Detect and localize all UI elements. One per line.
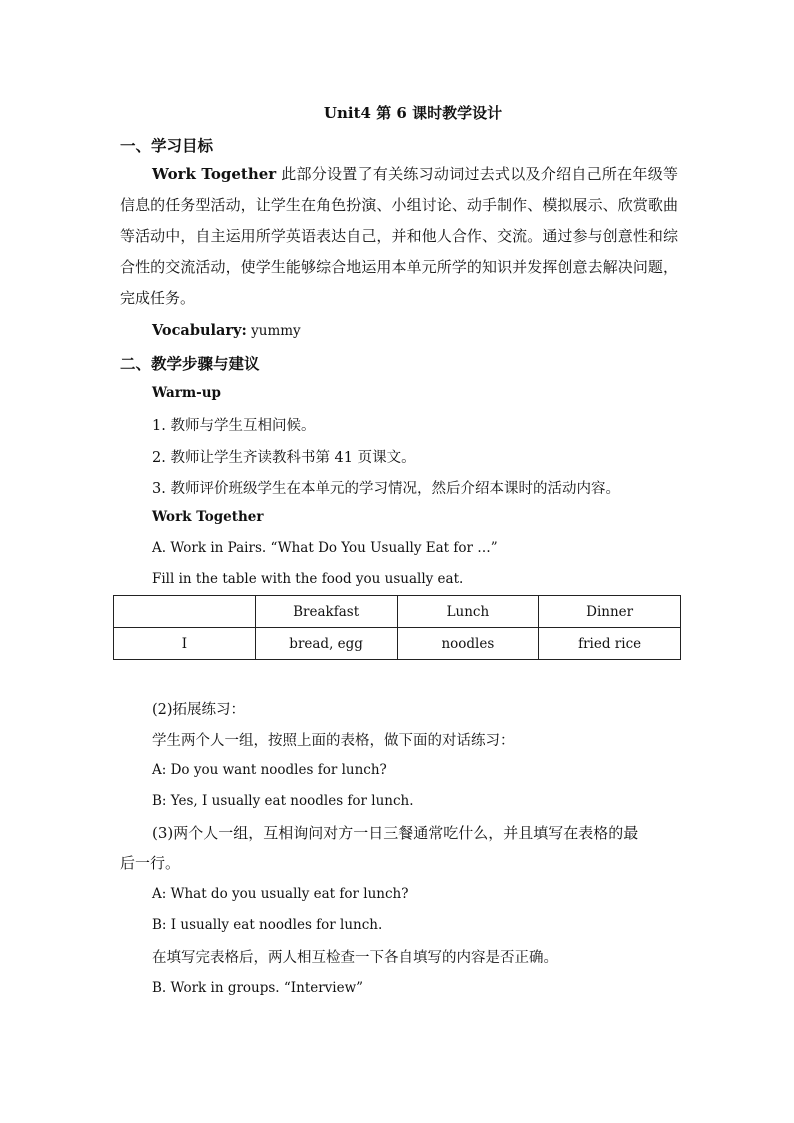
task-a: A. Work in Pairs. “What Do You Usually Eat for …” xyxy=(152,540,498,556)
warmup-step-3: 3. 教师评价班级学生在本单元的学习情况，然后介绍本课时的活动内容。 xyxy=(152,481,620,497)
table-header-cell: Lunch xyxy=(397,596,539,628)
objectives-paragraph xyxy=(120,159,678,314)
vocabulary-line xyxy=(152,322,301,339)
warmup-step-1: 1. 教师与学生互相问候。 xyxy=(152,418,316,434)
task-a-instruction: Fill in the table with the food you usually eat. xyxy=(152,571,464,587)
table-cell: I xyxy=(114,628,256,660)
document-title: Unit4 第 6 课时教学设计 xyxy=(323,104,503,122)
intro-lead: Work Together xyxy=(152,165,277,183)
task-b: B. Work in groups. “Interview” xyxy=(152,980,364,996)
table-cell: bread, egg xyxy=(255,628,397,660)
table-header-row xyxy=(114,596,681,628)
vocab-value: yummy xyxy=(246,323,301,339)
intro-text: 此部分设置了有关练习动词过去式以及介绍自己所在年级等信息的任务型活动，让学生在角色扮演、小组讨论、动手制作、模拟展示、欣赏歌曲等活动中，自主运用所学英语表达自己，并和他人合作、交流。通过参与创意性和综合性的交流活动，使学生能够综合地运用本单元所学的知识并发挥创意去解决问题，完成任务。 xyxy=(120,165,678,307)
table-header-cell: Dinner xyxy=(539,596,681,628)
dialog1-a: A: Do you want noodles for lunch? xyxy=(152,762,387,778)
food-table xyxy=(113,595,681,660)
step3-continuation: 后一行。 xyxy=(120,854,181,872)
dialog2-b: B: I usually eat noodles for lunch. xyxy=(152,917,383,933)
dialog1-b: B: Yes, I usually eat noodles for lunch. xyxy=(152,793,414,809)
check-text: 在填写完表格后，两人相互检查一下各自填写的内容是否正确。 xyxy=(152,950,558,966)
warmup-step-2: 2. 教师让学生齐读教科书第 41 页课文。 xyxy=(152,450,416,466)
work-together-heading: Work Together xyxy=(152,509,264,525)
table-cell: fried rice xyxy=(539,628,681,660)
vocab-label: Vocabulary: xyxy=(152,322,247,339)
extension-heading: (2)拓展练习： xyxy=(152,702,246,718)
dialog2-a: A: What do you usually eat for lunch? xyxy=(152,886,409,902)
section-heading-steps: 二、教学步骤与建议 xyxy=(120,354,260,373)
table-header-cell: Breakfast xyxy=(255,596,397,628)
extension-text: 学生两个人一组，按照上面的表格，做下面的对话练习： xyxy=(152,733,515,749)
section-heading-objectives: 一、学习目标 xyxy=(120,136,214,155)
warmup-heading: Warm-up xyxy=(152,385,221,401)
step3-first-line: (3)两个人一组，互相询问对方一日三餐通常吃什么，并且填写在表格的最 xyxy=(152,824,639,842)
table-cell: noodles xyxy=(397,628,539,660)
table-row xyxy=(114,628,681,660)
table-header-cell xyxy=(114,596,256,628)
